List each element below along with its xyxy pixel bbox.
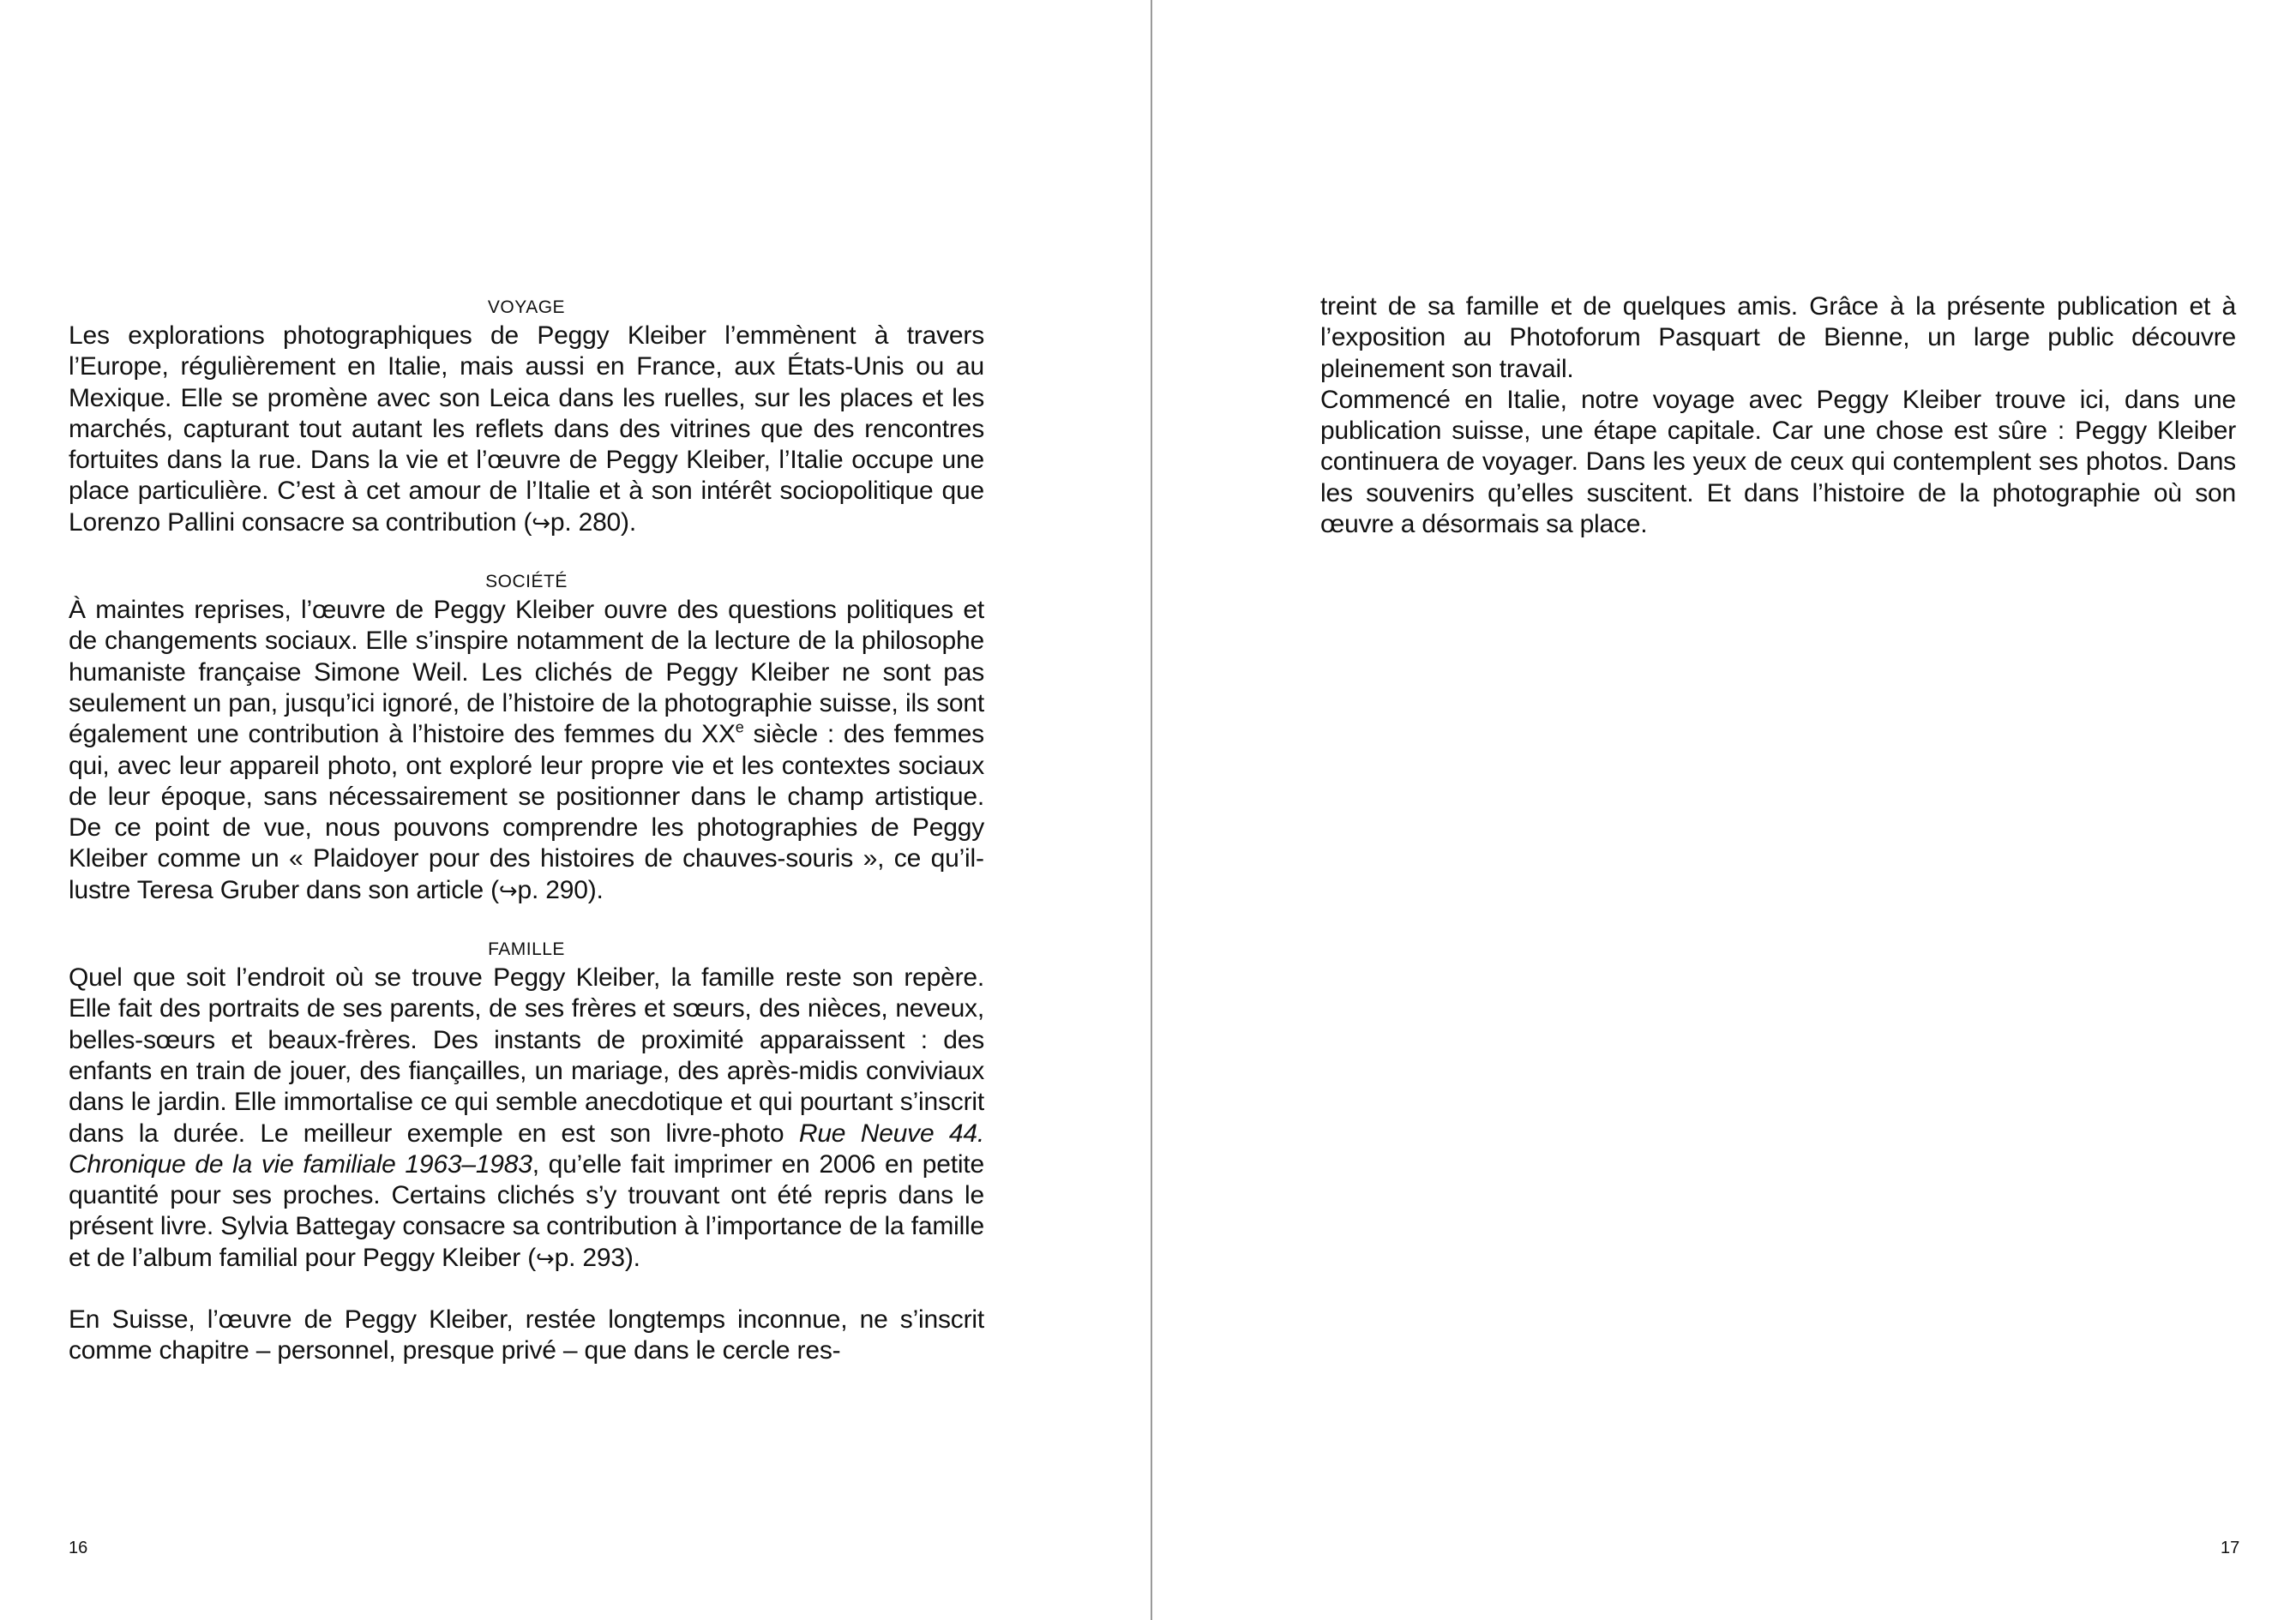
body-text: ). [621,507,636,537]
right-page-column [1320,291,2236,540]
cross-reference-arrow-icon: ↪ [532,509,550,536]
section-voyage [69,295,984,538]
section-societe [69,569,984,906]
section-heading: SOCIÉTÉ [485,572,568,592]
body-text: ). [587,875,604,904]
cross-reference-link[interactable]: p. 293 [554,1243,625,1272]
body-text: ). [624,1243,640,1272]
section-body [69,963,984,1274]
body-text: siècle : des femmes qui, avec leur appareil photo, ont exploré leur propre vie et les contextes sociaux de leur époque, sans nécessairement se positionner dans le champ artistique. De ce point de vue, nous pouvons comprendre les photographies de Peggy Kleiber comme un « Plaidoyer pour des histoires de chauves-souris », ce qu’illustre Teresa Gruber dans son article ( [69,720,984,904]
body-text: Les explorations photographiques de Peggy Kleiber l’emmènent à travers l’Europe, régulièrement en Italie, mais aussi en France, aux États-Unis ou au Mexique. Elle se promène avec son Leica dans les ruelles, sur les places et les marchés, capturant tout autant les reflets dans des vitrines que des rencontres fortuites dans la rue. Dans la vie et l’œuvre de Peggy Kleiber, l’Italie occupe une place particulière. C’est à cet amour de l’Italie et à son intérêt sociopolitique que Lorenzo Pallini consacre sa contribution ( [69,321,984,537]
section-body [69,321,984,538]
book-title: Rue Neuve 44. Chronique de la vie familiale 1963–1983 [69,1119,984,1179]
cross-reference-link[interactable]: p. 290 [517,875,588,904]
page-number-right: 17 [2221,1539,2240,1557]
closing-paragraph: En Suisse, l’œuvre de Peggy Kleiber, restée longtemps inconnue, ne s’inscrit comme chapitre – personnel, presque privé – que dans le cercle res- [69,1305,984,1365]
body-text: À maintes reprises, l’œuvre de Peggy Kleiber ouvre des questions politiques et de changements sociaux. Elle s’inspire notamment de la lecture de la philosophe humaniste française Simone Weil. Les clichés de Peggy Kleiber ne sont pas seulement un pan, jusqu’ici ignoré, de l’histoire de la photographie suisse, ils sont également une contribution à l’histoire des femmes du XX [69,596,984,749]
section-heading: VOYAGE [487,297,566,317]
left-page-column [69,295,984,1367]
page-gutter-divider [1151,0,1152,1620]
conclusion-paragraph: Commencé en Italie, notre voyage avec Peggy Kleiber trouve ici, dans une publication suisse, une étape capitale. Car une chose est sûre : Peggy Kleiber continuera de voyager. Dans les yeux de ceux qui contemplent ses photos. Dans les souvenirs qu’elles suscitent. Et dans l’histoire de la photographie où son œuvre a désormais sa place. [1320,385,2236,539]
section-heading: FAMILLE [488,939,565,960]
body-text: , qu’elle fait imprimer en 2006 en petite quantité pour ses proches. Certains clichés s’y trouvant ont été repris dans le présent livre. Sylvia Battegay consacre sa contribution à l’importance de la famille et de l’album familial pour Peggy Kleiber ( [69,1149,984,1272]
cross-reference-arrow-icon: ↪ [536,1245,555,1271]
body-text: Quel que soit l’endroit où se trouve Peggy Kleiber, la famille reste son repère. Elle fait des portraits de ses parents, de ses frères et sœurs, des nièces, neveux, belles-sœurs et beaux-frères. Des instants de proximité apparaissent : des enfants en train de jouer, des fiançailles, un mariage, des après-midis conviviaux dans le jardin. Elle immortalise ce qui semble anecdotique et qui pourtant s’inscrit dans la durée. Le meilleur exemple en est son livre-photo [69,963,984,1148]
page-number-left: 16 [69,1539,88,1557]
section-body [69,595,984,906]
century-superscript: e [735,718,744,736]
cross-reference-arrow-icon: ↪ [498,877,518,903]
continued-paragraph: treint de sa famille et de quelques amis. Grâce à la présente publication et à l’exposition au Photoforum Pasquart de Bienne, un large public découvre pleinement son travail. [1320,292,2236,383]
section-famille [69,937,984,1367]
cross-reference-link[interactable]: p. 280 [550,507,622,537]
